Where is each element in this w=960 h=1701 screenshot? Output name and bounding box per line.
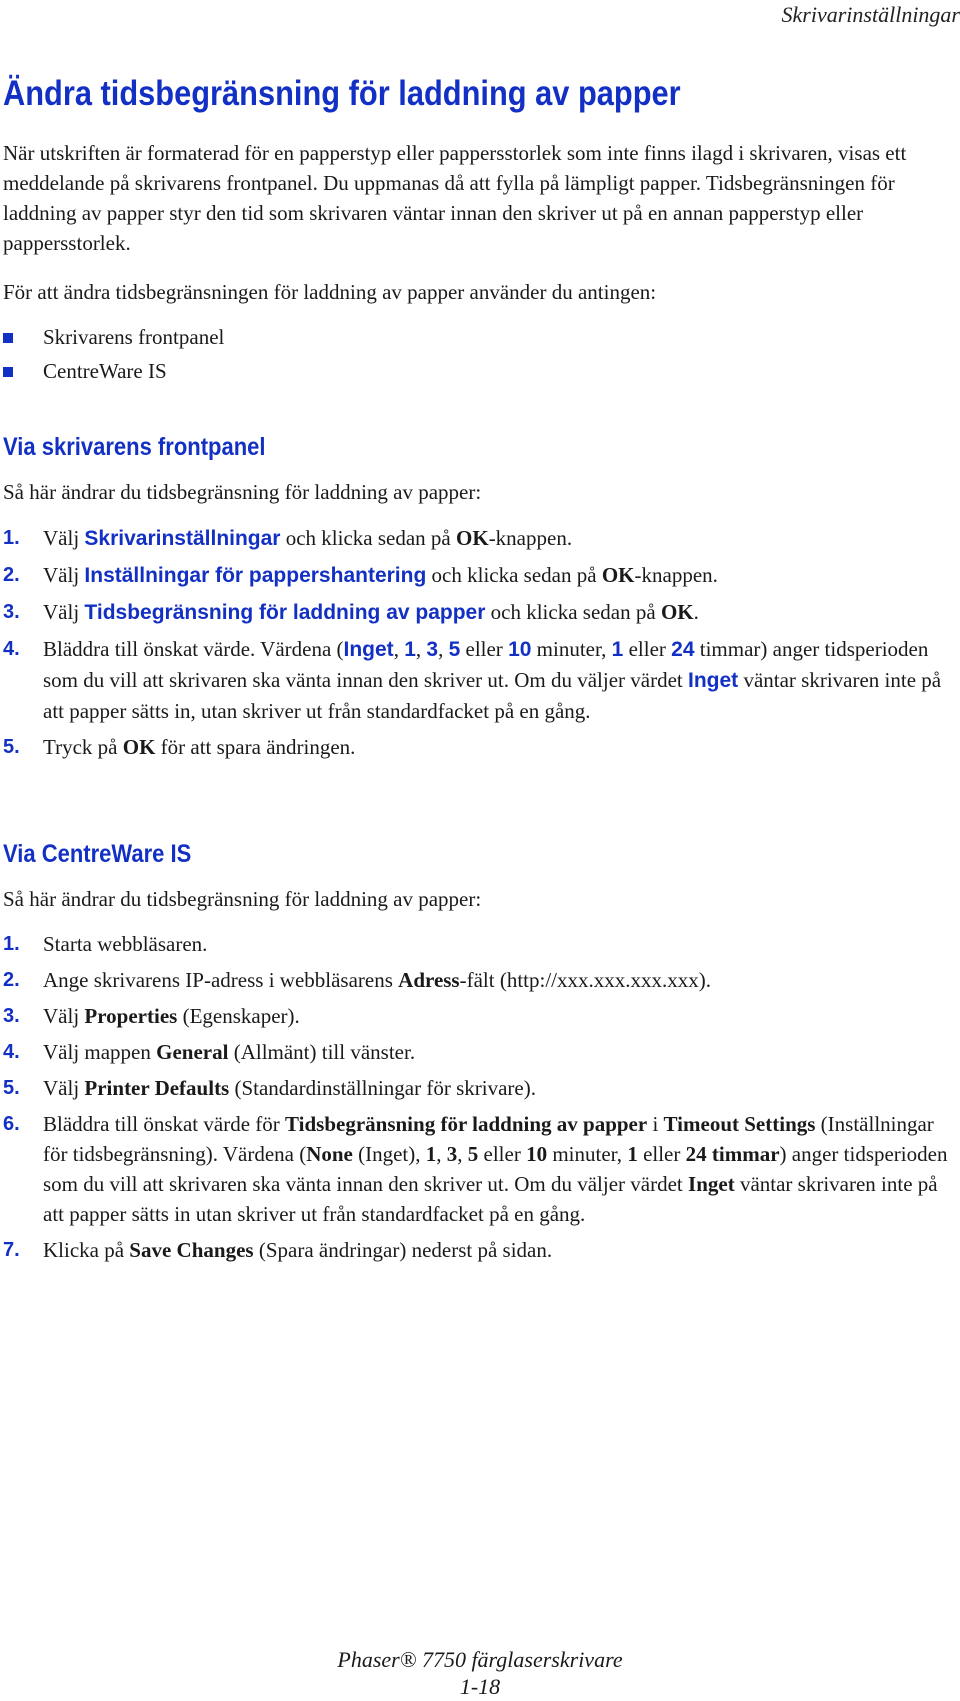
- step-text: Klicka på: [43, 1238, 130, 1262]
- step-text: Välj: [43, 563, 85, 587]
- step-text: ,: [393, 637, 405, 661]
- step-text: (Egenskaper).: [177, 1004, 300, 1028]
- step-text: (Inställningar för tidsbegränsning). Värdena (: [43, 1112, 934, 1166]
- step-text: Välj: [43, 526, 85, 550]
- bold-term: Inget: [688, 1172, 735, 1196]
- step-number: 5.: [3, 1077, 20, 1099]
- step-text: ,: [415, 637, 427, 661]
- step-text: -knappen.: [634, 563, 718, 587]
- bold-term: None: [306, 1142, 353, 1166]
- step-text: minuter,: [531, 637, 612, 661]
- step-text: ) anger tidsperioden som du vill att skrivaren ska vänta innan den skriver ut. Om du väljer värdet: [43, 1142, 948, 1196]
- step-item: [3, 1235, 955, 1265]
- step-text: (Spara ändringar) nederst på sidan.: [253, 1238, 553, 1262]
- ui-term: 5: [448, 638, 461, 661]
- section-heading-frontpanel: Via skrivarens frontpanel: [3, 433, 266, 461]
- footer-product: Phaser® 7750 färglaserskrivare: [337, 1647, 623, 1672]
- step-number: 4.: [3, 638, 20, 660]
- bold-term: 3: [446, 1142, 458, 1166]
- step-text: eller: [637, 1142, 686, 1166]
- bold-term: OK: [601, 563, 635, 587]
- bullet-square-icon: [3, 367, 13, 377]
- footer-page-number: 1-18: [459, 1674, 501, 1699]
- step-item: [3, 1073, 955, 1103]
- ui-term: Inställningar för pappershantering: [84, 564, 427, 587]
- step-text: timmar) anger tidsperioden som du vill att skrivaren ska vänta innan den skriver ut. Om du väljer värdet: [43, 637, 929, 692]
- bold-term: 10: [526, 1142, 548, 1166]
- step-text: -knappen.: [488, 526, 573, 550]
- section-intro-centreware: Så här ändrar du tidsbegränsning för laddning av papper:: [3, 887, 482, 911]
- bold-term: Printer Defaults: [84, 1076, 230, 1100]
- methods-list: [3, 320, 224, 388]
- page-title: Ändra tidsbegränsning för laddning av papper: [3, 74, 681, 113]
- step-text: ,: [436, 1142, 447, 1166]
- bold-term: OK: [122, 735, 156, 759]
- bold-term: OK: [660, 600, 694, 624]
- bold-term: Save Changes: [129, 1238, 254, 1262]
- step-text: ,: [457, 1142, 468, 1166]
- list-item: [3, 354, 224, 388]
- step-item: [3, 1109, 955, 1229]
- ui-term: 1: [611, 638, 624, 661]
- step-text: Välj mappen: [43, 1040, 157, 1064]
- step-number: 1.: [3, 933, 20, 955]
- step-text: och klicka sedan på: [280, 526, 457, 550]
- step-text: (Standardinställningar för skrivare).: [229, 1076, 536, 1100]
- ui-term: Skrivarinställningar: [84, 527, 281, 550]
- step-number: 2.: [3, 564, 20, 586]
- step-item: [3, 929, 955, 959]
- step-text: Ange skrivarens IP-adress i webbläsarens: [43, 968, 399, 992]
- ui-term: Tidsbegränsning för laddning av papper: [84, 601, 486, 624]
- step-text: ,: [438, 637, 449, 661]
- ui-term: Inget: [343, 638, 394, 661]
- step-number: 3.: [3, 601, 20, 623]
- ui-term: 3: [426, 638, 439, 661]
- step-item: [3, 1001, 955, 1031]
- step-text: Bläddra till önskat värde. Värdena (: [43, 637, 344, 661]
- section-heading-centreware: Via CentreWare IS: [3, 840, 192, 868]
- ui-term: 24: [671, 638, 695, 661]
- step-text: eller: [478, 1142, 527, 1166]
- step-text: -fält (http://xxx.xxx.xxx.xxx).: [459, 968, 711, 992]
- bold-term: 1: [627, 1142, 638, 1166]
- section-intro-frontpanel: Så här ändrar du tidsbegränsning för laddning av papper:: [3, 480, 482, 504]
- step-text: minuter,: [547, 1142, 628, 1166]
- ui-term: 10: [508, 638, 532, 661]
- bold-term: Tidsbegränsning för laddning av papper: [285, 1112, 648, 1136]
- ui-term: Inget: [688, 669, 739, 692]
- step-text: Starta webbläsaren.: [43, 932, 208, 956]
- step-number: 5.: [3, 736, 20, 758]
- step-text: .: [693, 600, 699, 624]
- bold-term: Adress: [398, 968, 460, 992]
- step-number: 6.: [3, 1113, 20, 1135]
- step-text: väntar skrivaren inte på att papper sätts in, utan skriver ut från standardfacket på en gång.: [43, 668, 942, 723]
- step-text: väntar skrivaren inte på att papper sätts in utan skriver ut från standardfacket på en gång.: [43, 1172, 938, 1226]
- step-text: eller: [460, 637, 509, 661]
- bullet-square-icon: [3, 333, 13, 343]
- step-text: eller: [623, 637, 672, 661]
- step-item: [3, 597, 955, 628]
- step-text: Välj: [43, 1004, 85, 1028]
- step-item: [3, 560, 955, 591]
- step-number: 2.: [3, 969, 20, 991]
- step-item: [3, 1037, 955, 1067]
- step-number: 4.: [3, 1041, 20, 1063]
- step-text: och klicka sedan på: [485, 600, 661, 624]
- step-text: Tryck på: [43, 735, 123, 759]
- bold-term: Properties: [84, 1004, 178, 1028]
- step-text: (Inget),: [352, 1142, 426, 1166]
- bold-term: 24 timmar: [685, 1142, 780, 1166]
- bold-term: 5: [467, 1142, 479, 1166]
- intro-paragraph: När utskriften är formaterad för en papperstyp eller pappersstorlek som inte finns ilagd i skrivaren, visas ett meddelande på skrivarens frontpanel. Du uppmanas då att fylla på lämpligt papper. Tidsbegränsningen för laddning av papper styr den tid som skrivaren väntar innan den skriver ut på en annan papperstyp eller pappersstorlek.: [3, 141, 907, 255]
- ui-term: 1: [404, 638, 416, 661]
- step-text: Välj: [43, 600, 85, 624]
- running-header: Skrivarinställningar: [781, 2, 960, 27]
- methods-intro: För att ändra tidsbegränsningen för laddning av papper använder du antingen:: [3, 280, 657, 304]
- step-text: och klicka sedan på: [426, 563, 602, 587]
- step-item: [3, 523, 955, 554]
- method-label: Skrivarens frontpanel: [43, 325, 225, 349]
- step-item: [3, 732, 955, 762]
- bold-term: 1: [425, 1142, 437, 1166]
- step-text: i: [647, 1112, 664, 1136]
- method-label: CentreWare IS: [43, 359, 167, 383]
- bold-term: OK: [456, 526, 489, 550]
- bold-term: Timeout Settings: [663, 1112, 816, 1136]
- step-text: för att spara ändringen.: [155, 735, 356, 759]
- steps-list-centreware: [3, 929, 955, 1271]
- step-item: [3, 965, 955, 995]
- step-number: 3.: [3, 1005, 20, 1027]
- bold-term: General: [156, 1040, 229, 1064]
- step-number: 1.: [3, 527, 20, 549]
- step-text: Bläddra till önskat värde för: [43, 1112, 286, 1136]
- step-text: Välj: [43, 1076, 85, 1100]
- step-text: (Allmänt) till vänster.: [228, 1040, 416, 1064]
- list-item: [3, 320, 224, 354]
- steps-list-frontpanel: [3, 523, 955, 768]
- step-item: [3, 634, 955, 726]
- step-number: 7.: [3, 1239, 20, 1261]
